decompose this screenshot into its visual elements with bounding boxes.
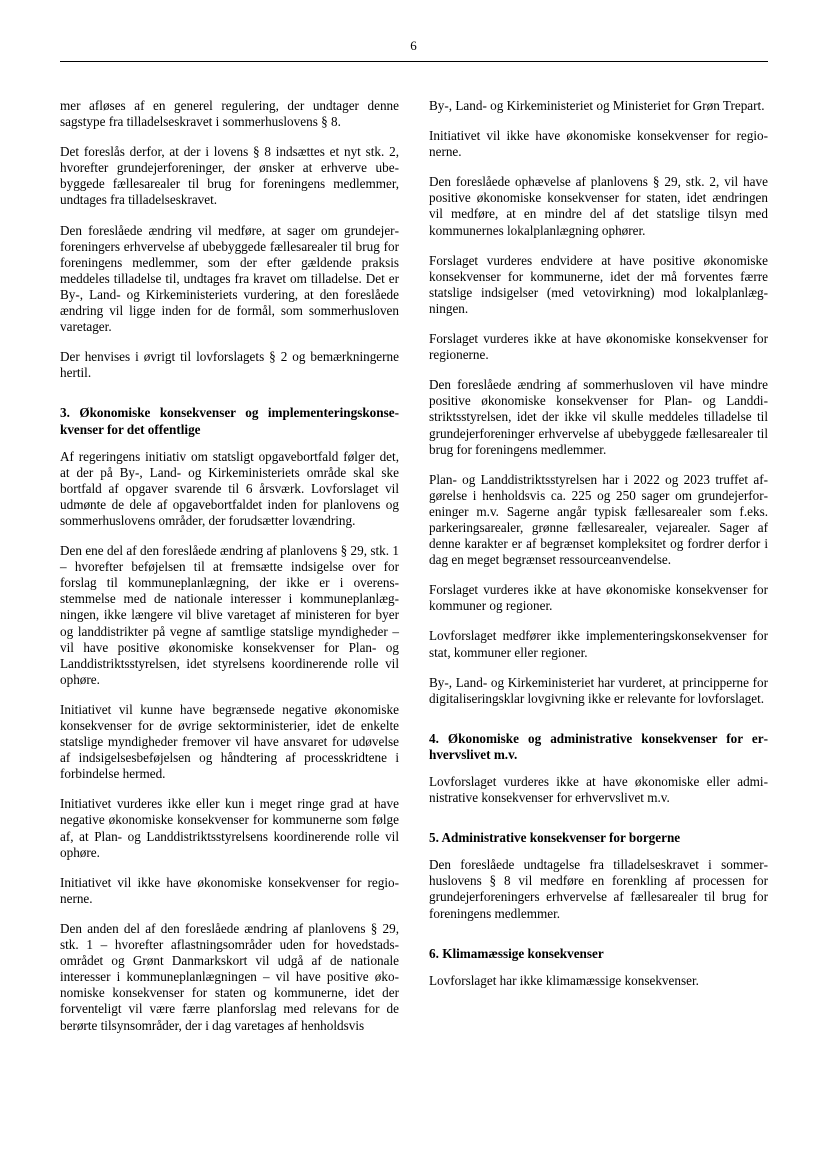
paragraph: mer afløses af en generel regulering, der undtager denne sagstype fra tilladelseskravet i sommerhuslovens § 8. bbox=[60, 98, 399, 130]
section-heading: 3. Økonomiske konsekvenser og implementeringskonsekvenser for det offentlige bbox=[60, 405, 399, 437]
header-rule bbox=[60, 61, 768, 62]
paragraph: Forslaget vurderes endvidere at have positive økonomiske konsekvenser for kommunerne, idet der må forventes færre statslige indsigelser (med vetovirkning) mod lokalplanlægningen. bbox=[429, 252, 768, 316]
section-heading: 6. Klimamæssige konsekvenser bbox=[429, 945, 604, 961]
paragraph: Det foreslås derfor, at der i lovens § 8 indsættes et nyt stk. 2, hvorefter grundejerforeninger, der ønsker at erhverve ubebyggede fællesarealer til brug for foreningens medlemmer, undtages fra tilladelseskravet. bbox=[60, 144, 399, 208]
right-column bbox=[429, 98, 768, 1003]
page-number: 6 bbox=[410, 38, 417, 53]
paragraph: Den foreslåede ændring vil medføre, at sager om grundejerforeningers erhvervelse af ubebyggede fællesarealer til brug for foreningens medlemmer, som der efter gældende praksis meddeles tilladelse til, undtages fra kravet om tilladelse. Det er By-, Land- og Kirkeministeriets vurdering, at den foreslåede ændring vil ligge inden for de formål, som sommerhusloven varetager. bbox=[60, 222, 399, 335]
section-heading: 4. Økonomiske og administrative konsekvenser for erhvervslivet m.v. bbox=[429, 730, 768, 762]
paragraph: Lovforslaget har ikke klimamæssige konsekvenser. bbox=[429, 972, 699, 988]
paragraph: Den anden del af den foreslåede ændring af planlovens § 29, stk. 1 – hvorefter aflastningsområder uden for hovedstadsområdet og Grønt Danmarkskort vil udgå af de nationale interesser i kommuneplanlægningen – vil have positive økonomiske konsekvenser for staten og kommunerne, idet der forventeligt vil være færre planforslag med relevans for de berørte tilsynsområder, der i dag varetages af henholdsvis bbox=[60, 920, 399, 1033]
left-column bbox=[60, 98, 399, 1048]
paragraph: Lovforslaget medfører ikke implementeringskonsekvenser for stat, kommuner eller regioner. bbox=[429, 628, 768, 660]
paragraph: Initiativet vurderes ikke eller kun i meget ringe grad at have negative økonomiske konsekvenser for kommunerne som følge af, at Plan- og Landdistriktsstyrelsens koordinerende rolle vil ophøre. bbox=[60, 796, 399, 860]
paragraph: Plan- og Landdistriktsstyrelsen har i 2022 og 2023 truffet afgørelse i henholdsvis ca. 225 og 250 sager om grundejerforeninger m.v. Sagerne angår typisk fællesarealer som f.eks. parkeringsarealer, grønne fællesarealer, vejarealer. Sager af denne karakter er af begrænset kompleksitet og fordrer derfor i dag en meget begrænset ressourceanvendelse. bbox=[429, 471, 768, 568]
paragraph: Der henvises i øvrigt til lovforslagets § 2 og bemærkningerne hertil. bbox=[60, 349, 399, 381]
paragraph: Den foreslåede undtagelse fra tilladelseskravet i sommerhuslovens § 8 vil medføre en forenkling af processen for grundejerforeningers erhvervelse af fællesarealer til brug for foreningens medlemmer. bbox=[429, 857, 768, 921]
paragraph: By-, Land- og Kirkeministeriet og Ministeriet for Grøn Trepart. bbox=[429, 98, 765, 113]
paragraph: Initiativet vil kunne have begrænsede negative økonomiske konsekvenser for de øvrige sektorministerier, idet de enkelte statslige myndigheder fremover vil have ansvaret for udøvelse af indsigelsesbeføjelsen og håndtering af processkridtene i forbindelse hermed. bbox=[60, 701, 399, 782]
paragraph: Lovforslaget vurderes ikke at have økonomiske eller administrative konsekvenser for erhvervslivet m.v. bbox=[429, 774, 768, 806]
section-heading: 5. Administrative konsekvenser for borgerne bbox=[429, 830, 681, 846]
paragraph: Initiativet vil ikke have økonomiske konsekvenser for regionerne. bbox=[429, 128, 768, 160]
paragraph: Initiativet vil ikke have økonomiske konsekvenser for regionerne. bbox=[60, 874, 399, 906]
paragraph: By-, Land- og Kirkeministeriet har vurderet, at principperne for digitaliseringsklar lovgivning ikke er relevante for lovforslaget. bbox=[429, 674, 768, 706]
paragraph: Den foreslåede ændring af sommerhusloven vil have mindre positive økonomiske konsekvenser for Plan- og Landdistriktsstyrelsen, idet der ikke vil skulle meddeles tilladelse til grundejerforeninger erhvervelse af ubebyggede fællesarealer til brug for foreningens medlemmer. bbox=[429, 377, 768, 457]
paragraph: Den ene del af den foreslåede ændring af planlovens § 29, stk. 1 – hvorefter beføjelsen til at fremsætte indsigelse over for forslag til kommuneplanlægning, der ikke er i overensstemmelse med de nationale interesser i kommuneplanlægningen, ikke længere vil blive varetaget af ministeren for byer og landdistrikter på vegne af samtlige statslige myndigheder – vil have positive økonomiske konsekvenser for Plan- og Landdistriktsstyrelsen, idet styrelsens koordinerende rolle vil ophøre. bbox=[60, 543, 399, 687]
paragraph: Den foreslåede ophævelse af planlovens § 29, stk. 2, vil have positive økonomiske konsekvenser for staten, idet ændringen vil medføre, at en mindre del af det statslige tilsyn med kommunernes lokalplanlægning ophører. bbox=[429, 174, 768, 238]
paragraph: Forslaget vurderes ikke at have økonomiske konsekvenser for kommuner og regioner. bbox=[429, 582, 768, 614]
paragraph: Af regeringens initiativ om statsligt opgavebortfald følger det, at der på By-, Land- og Kirkeministeriets område skal ske bortfald af opgaver svarende til 6 årsværk. Lovforslaget vil udmønte de dele af opgavebortfaldet inden for planlovens og sommerhuslovens områder, der forudsætter lovændring. bbox=[60, 448, 399, 528]
paragraph: Forslaget vurderes ikke at have økonomiske konsekvenser for regionerne. bbox=[429, 331, 768, 363]
